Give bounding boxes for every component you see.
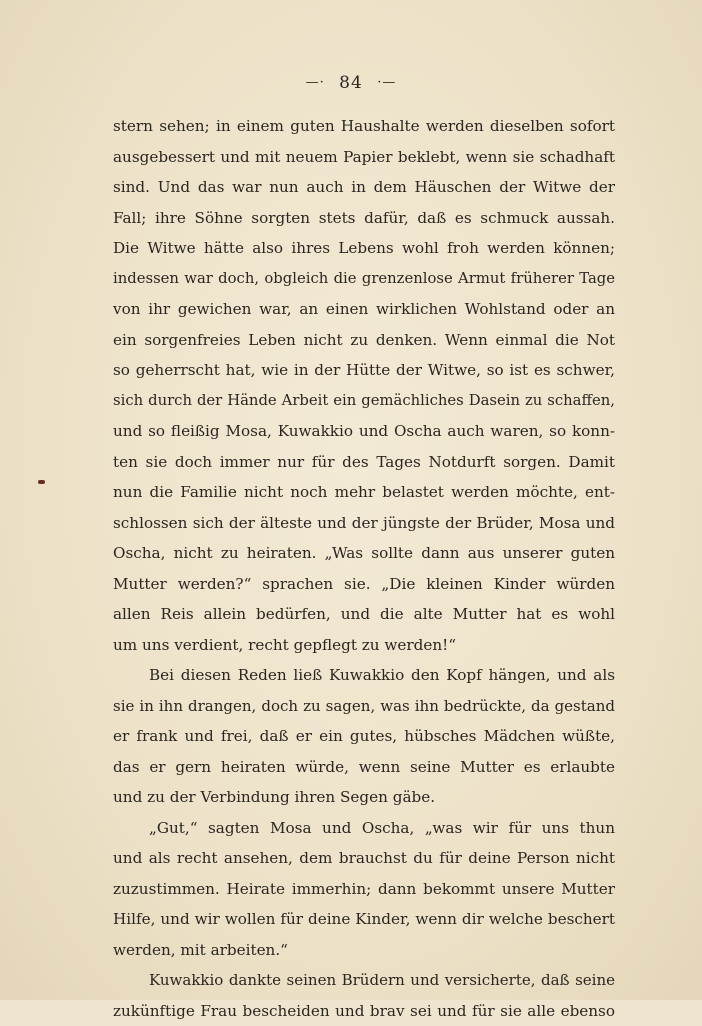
text-line: Hilfe, und wir wollen für deine Kinder, wenn dir welche beschert (113, 904, 615, 935)
text-line: Kuwakkio dankte seinen Brüdern und versicherte, daß seine (113, 965, 615, 996)
text-line: Fall; ihre Söhne sorgten stets dafür, daß es schmuck aussah. (113, 203, 615, 234)
text-line: sich durch der Hände Arbeit ein gemächliches Dasein zu schaffen, (113, 386, 615, 417)
text-line: sie in ihn drangen, doch zu sagen, was ihn bedrückte, da gestand (113, 691, 615, 722)
text-line: zuzustimmen. Heirate immerhin; dann bekommt unsere Mutter (113, 874, 615, 905)
page-number: 84 (339, 73, 363, 93)
text-line: Oscha, nicht zu heiraten. „Was sollte dann aus unserer guten (113, 538, 615, 569)
text-line: Bei diesen Reden ließ Kuwakkio den Kopf hängen, und als (113, 660, 615, 691)
ink-spot (38, 480, 45, 484)
text-line: so geherrscht hat, wie in der Hütte der Witwe, so ist es schwer, (113, 355, 615, 386)
text-line: zukünftige Frau bescheiden und brav sei und für sie alle ebenso (113, 996, 615, 1026)
text-line: stern sehen; in einem guten Haushalte werden dieselben sofort (113, 111, 615, 142)
header-ornament-right: ·— (369, 75, 404, 90)
text-line: Die Witwe hätte also ihres Lebens wohl froh werden können; (113, 233, 615, 264)
text-line: „Gut,“ sagten Mosa und Oscha, „was wir für uns thun (113, 813, 615, 844)
text-line: um uns verdient, recht gepflegt zu werden!“ (113, 630, 615, 661)
text-line: werden, mit arbeiten.“ (113, 935, 615, 966)
text-line: und zu der Verbindung ihren Segen gäbe. (113, 782, 615, 813)
text-line: das er gern heiraten würde, wenn seine Mutter es erlaubte (113, 752, 615, 783)
text-line: von ihr gewichen war, an einen wirklichen Wohlstand oder an (113, 294, 615, 325)
text-line: und so fleißig Mosa, Kuwakkio und Oscha auch waren, so konn- (113, 416, 615, 447)
header-ornament-left: —· (298, 75, 333, 90)
page-header (0, 72, 702, 93)
text-line: ausgebessert und mit neuem Papier beklebt, wenn sie schadhaft (113, 142, 615, 173)
text-line: allen Reis allein bedürfen, und die alte Mutter hat es wohl (113, 599, 615, 630)
body-text (113, 111, 615, 1026)
text-line: Mutter werden?“ sprachen sie. „Die kleinen Kinder würden (113, 569, 615, 600)
text-line: indessen war doch, obgleich die grenzenlose Armut früherer Tage (113, 264, 615, 295)
text-line: ein sorgenfreies Leben nicht zu denken. Wenn einmal die Not (113, 325, 615, 356)
text-line: sind. Und das war nun auch in dem Häuschen der Witwe der (113, 172, 615, 203)
text-line: und als recht ansehen, dem brauchst du für deine Person nicht (113, 843, 615, 874)
text-line: er frank und frei, daß er ein gutes, hübsches Mädchen wüßte, (113, 721, 615, 752)
text-line: nun die Familie nicht noch mehr belastet werden möchte, ent- (113, 477, 615, 508)
text-line: schlossen sich der älteste und der jüngste der Brüder, Mosa und (113, 508, 615, 539)
text-line: ten sie doch immer nur für des Tages Notdurft sorgen. Damit (113, 447, 615, 478)
